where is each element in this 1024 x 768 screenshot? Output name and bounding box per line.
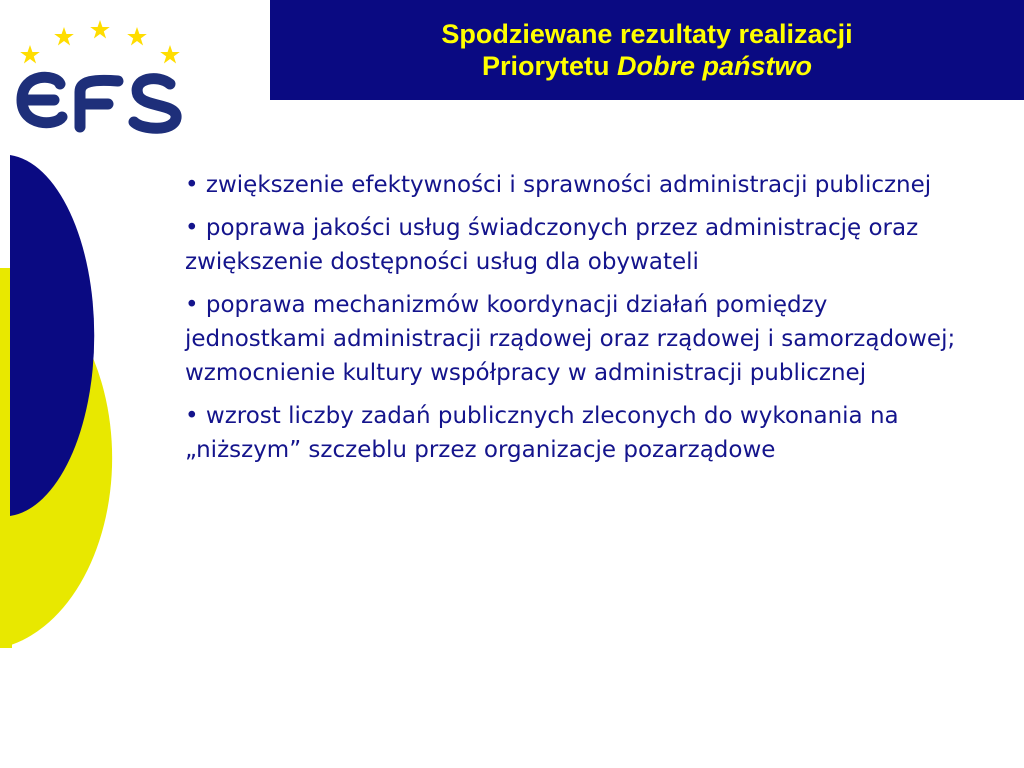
slide-title-line2 [482, 50, 812, 82]
star-icon [127, 27, 147, 46]
bullet-text: zwiększenie efektywności i sprawności administracji publicznej [205, 172, 932, 198]
bullet-text: poprawa mechanizmów koordynacji działań pomiędzy jednostkami administracji rządowej oraz rządowej i samorządowej; wzmocnienie kultury współpracy w administracji publicznej [185, 292, 956, 386]
slide-title-prefix: Priorytetu [481, 51, 617, 81]
efs-letters [22, 77, 176, 128]
efs-logo [0, 0, 200, 140]
eu-stars-icon [20, 20, 180, 64]
decorative-semicircles [0, 150, 140, 660]
semicircles-graphic [0, 150, 140, 660]
star-icon [20, 45, 40, 64]
title-banner [270, 0, 1024, 100]
slide-title-italic: Dobre państwo [617, 51, 813, 81]
star-icon [160, 45, 180, 64]
bullet-symbol: • [185, 172, 199, 198]
star-icon [54, 27, 74, 46]
bullet-item [185, 399, 965, 467]
efs-logo-graphic [0, 0, 200, 140]
star-icon [90, 20, 110, 39]
bullet-list [185, 168, 965, 476]
bullet-symbol: • [185, 403, 199, 429]
bullet-symbol: • [185, 215, 199, 241]
bullet-symbol: • [185, 292, 199, 318]
bullet-item [185, 288, 965, 390]
bullet-item [185, 211, 965, 279]
slide-title-line1: Spodziewane rezultaty realizacji [441, 18, 853, 49]
bullet-item [185, 168, 965, 202]
bullet-text: poprawa jakości usług świadczonych przez administrację oraz zwiększenie dostępności usług dla obywateli [185, 215, 919, 275]
bullet-text: wzrost liczby zadań publicznych zleconych do wykonania na „niższym” szczeblu przez organizacje pozarządowe [185, 403, 899, 463]
